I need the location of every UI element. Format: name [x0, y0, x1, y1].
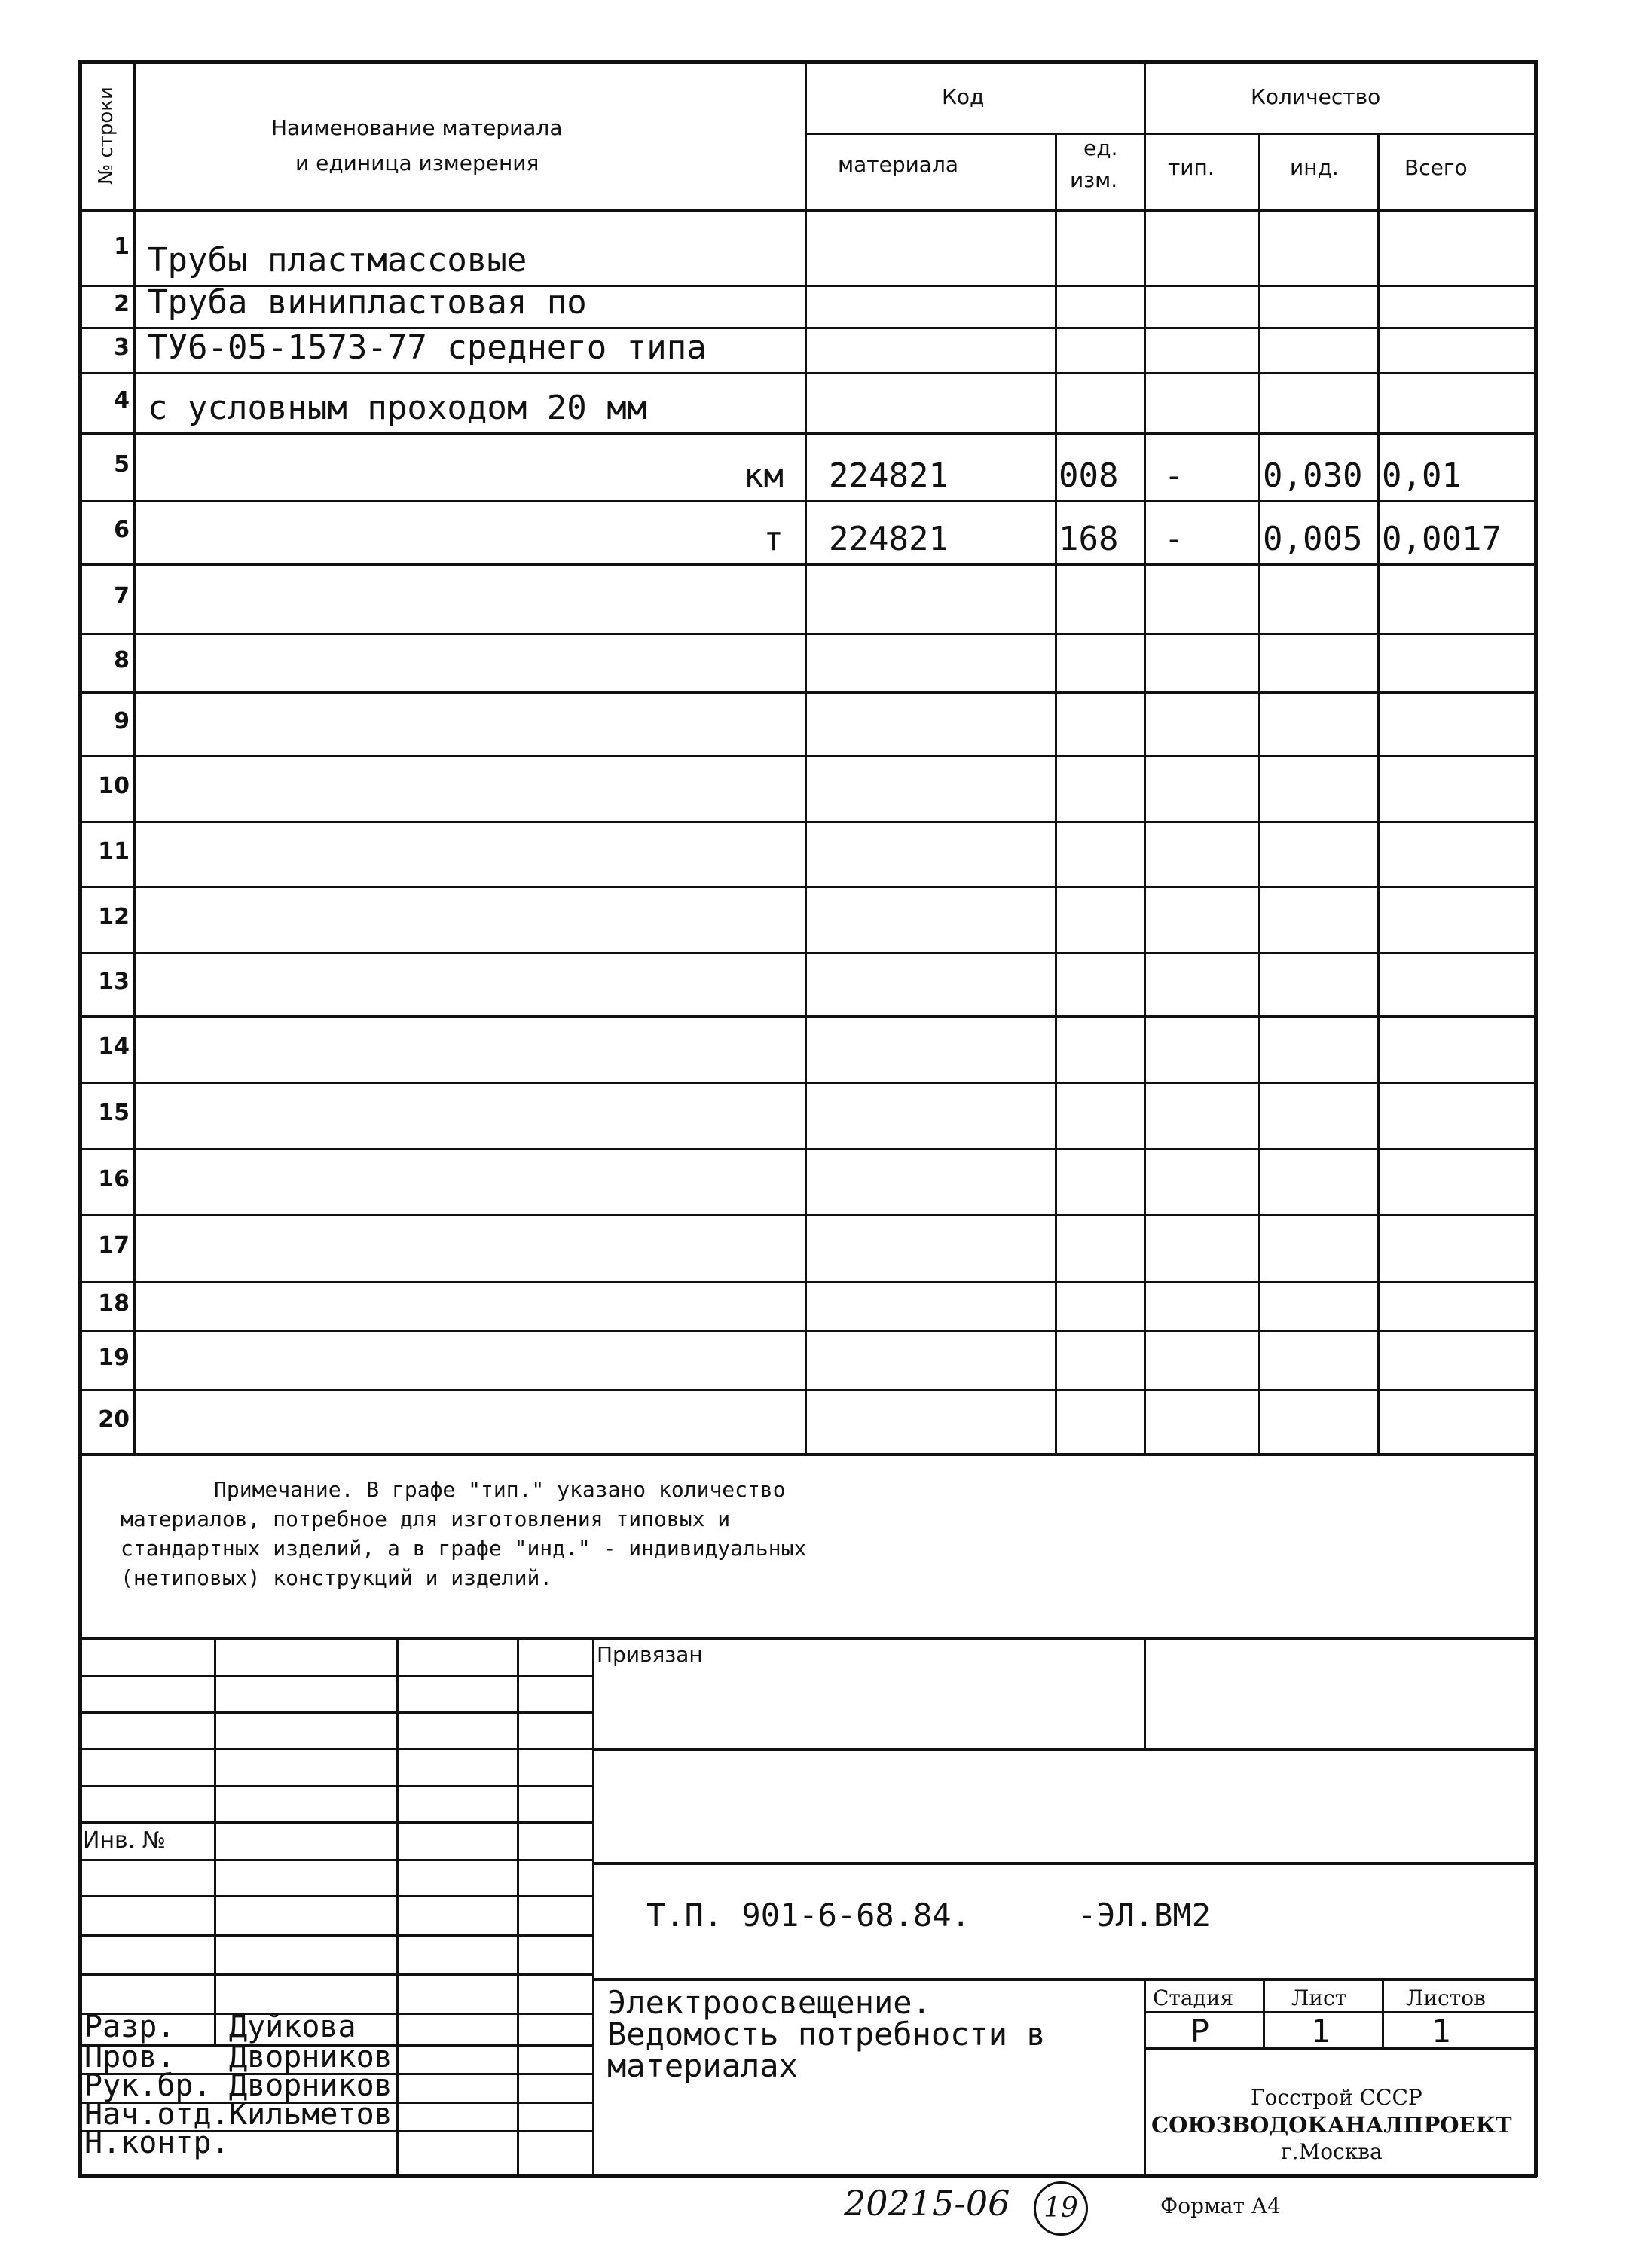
- code-unit-header-line2: изм.: [1070, 167, 1118, 192]
- cell-code: 224821: [829, 520, 949, 558]
- code-header: Код: [942, 84, 985, 109]
- qty-ind-header: инд.: [1290, 155, 1339, 180]
- row-number: 3: [114, 334, 130, 361]
- cell-typ: -: [1164, 456, 1184, 495]
- code-material-header: материала: [838, 152, 959, 177]
- qty-total-header: Всего: [1404, 155, 1468, 180]
- title-line2: Ведомость потребности в: [607, 2016, 1046, 2053]
- staff-role: Рук.бр.: [84, 2068, 212, 2103]
- cell-total: 0,01: [1382, 456, 1462, 495]
- row-number: 12: [98, 904, 130, 930]
- title-line3: материалах: [607, 2047, 798, 2084]
- row-number: 10: [98, 773, 130, 799]
- material-name: с условным проходом 20 мм: [148, 389, 647, 427]
- row-number: 8: [114, 647, 130, 673]
- staff-role: Н.контр.: [84, 2126, 230, 2160]
- row-number: 20: [98, 1406, 130, 1433]
- row-number: 1: [114, 234, 130, 260]
- cell-ucode: 008: [1059, 456, 1119, 495]
- material-name: Трубы пластмассовые: [148, 241, 527, 279]
- row-number: 4: [114, 387, 130, 414]
- row-number: 17: [98, 1232, 130, 1259]
- cell-ind: 0,030: [1263, 456, 1363, 495]
- material-name: ТУ6-05-1573-77 среднего типа: [148, 328, 707, 367]
- row-number: 6: [114, 517, 130, 543]
- handwritten-number: 20215-06: [844, 2183, 1010, 2224]
- code-unit-header-line1: ед.: [1083, 136, 1118, 160]
- row-number: 14: [98, 1033, 130, 1060]
- staff-role: Нач.отд.: [84, 2097, 230, 2132]
- document-suffix: -ЭЛ.ВМ2: [1077, 1897, 1212, 1934]
- row-number: 7: [114, 583, 130, 609]
- material-name: Труба винипластовая по: [148, 283, 587, 322]
- org-line1: Госстрой СССР: [1251, 2085, 1422, 2110]
- stage-label: Стадия: [1153, 1986, 1234, 2010]
- row-number: 19: [98, 1345, 130, 1371]
- sheets-value: 1: [1432, 2013, 1451, 2050]
- unit: км: [744, 456, 784, 495]
- row-number: 9: [114, 708, 130, 734]
- staff-name: Дуйкова: [229, 2010, 356, 2044]
- row-number: 11: [98, 838, 130, 865]
- format-label: Формат А4: [1160, 2193, 1281, 2218]
- cell-code: 224821: [829, 456, 949, 495]
- row-number: 5: [114, 451, 130, 478]
- row-number: 15: [98, 1100, 130, 1126]
- privyazan-label: Привязан: [597, 1642, 703, 1667]
- document-code: Т.П. 901-6-68.84.: [646, 1897, 970, 1934]
- row-number: 16: [98, 1166, 130, 1192]
- cell-ind: 0,005: [1263, 520, 1363, 558]
- staff-name: Кильметов: [229, 2097, 393, 2132]
- name-header-line1: Наименование материала: [271, 115, 563, 140]
- note-line3: стандартных изделий, а в графе "инд." - индивидуальных: [121, 1536, 807, 1561]
- qty-typ-header: тип.: [1168, 155, 1215, 180]
- title-line1: Электроосвещение.: [607, 1984, 931, 2021]
- stage-value: Р: [1190, 2013, 1210, 2050]
- quantity-header: Количество: [1251, 84, 1381, 109]
- row-number-header: № строки: [95, 87, 118, 185]
- row-number: 2: [114, 291, 130, 317]
- staff-role: Пров.: [84, 2040, 176, 2074]
- staff-name: Дворников: [229, 2068, 393, 2103]
- name-header-line2: и единица измерения: [295, 151, 539, 176]
- sheets-label: Листов: [1406, 1986, 1486, 2010]
- sheet-value: 1: [1311, 2013, 1331, 2050]
- row-number: 18: [98, 1290, 130, 1317]
- sheet-label: Лист: [1291, 1986, 1347, 2010]
- cell-ucode: 168: [1059, 520, 1119, 558]
- org-line2: СОЮЗВОДОКАНАЛПРОЕКТ: [1151, 2112, 1512, 2138]
- unit: т: [763, 520, 784, 558]
- circled-number: 19: [1034, 2181, 1088, 2236]
- inventory-number-label: Инв. №: [83, 1827, 167, 1854]
- staff-name: Дворников: [229, 2040, 393, 2074]
- note-line4: (нетиповых) конструкций и изделий.: [121, 1565, 553, 1590]
- cell-total: 0,0017: [1382, 520, 1502, 558]
- org-line3: г.Москва: [1281, 2139, 1383, 2164]
- cell-typ: -: [1164, 520, 1184, 558]
- row-number: 13: [98, 969, 130, 995]
- note-line1: Примечание. В графе "тип." указано количество: [214, 1477, 786, 1502]
- staff-role: Разр.: [84, 2010, 176, 2044]
- note-line2: материалов, потребное для изготовления типовых и: [121, 1506, 731, 1531]
